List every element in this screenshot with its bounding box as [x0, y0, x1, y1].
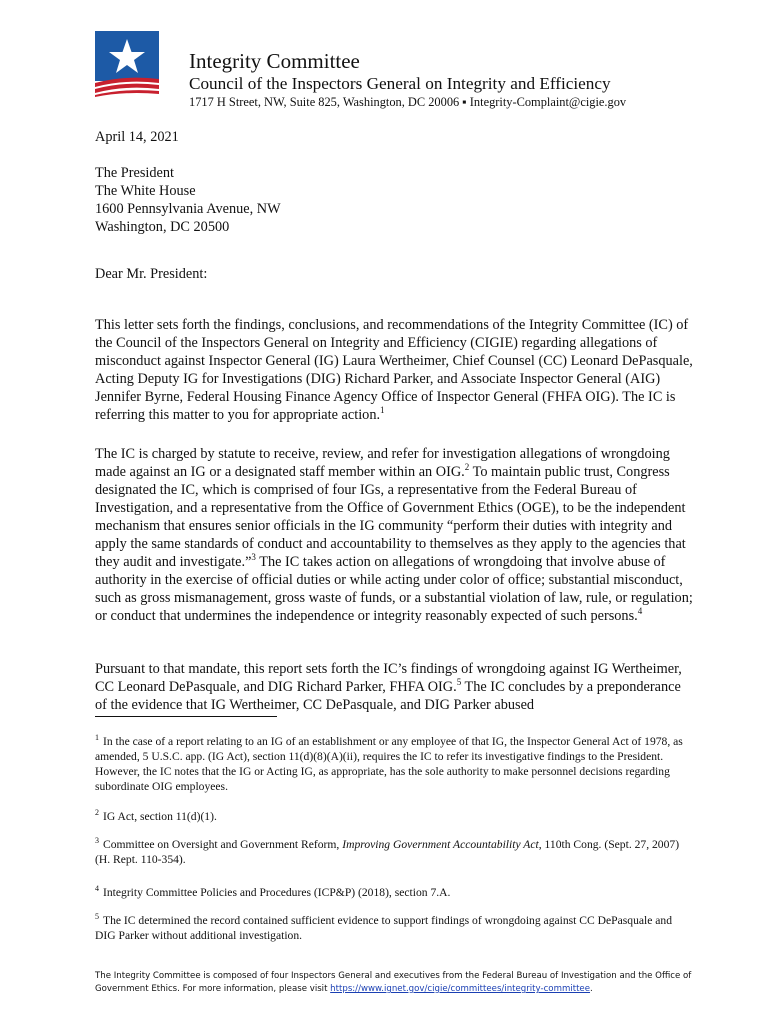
footnote-number: 3: [95, 835, 99, 845]
footnote-act-title: Improving Government Accountability Act: [342, 837, 539, 851]
footnote-5: [95, 913, 695, 943]
footnote-2: [95, 809, 695, 824]
paragraph-text: Pursuant to that mandate, this report sets forth the IC’s findings of wrongdoing against IG Wertheimer, CC Leonard DePasquale, and DIG Richard Parker, FHFA OIG.: [95, 661, 682, 696]
committee-title: Integrity Committee: [189, 49, 360, 73]
footnote-text: The IC determined the record contained sufficient evidence to support findings of wrongdoing against CC DePasquale and DIG Parker without additional investigation.: [95, 913, 673, 942]
salutation: Dear Mr. President:: [95, 266, 208, 282]
paragraph-text: This letter sets forth the findings, conclusions, and recommendations of the Integrity Committee (IC) of the Council of the Inspectors General on Integrity and Efficiency (CIGIE) regarding allegations of misconduct against Inspector General (IG) Laura Wertheimer, Chief Counsel (CC) Leonard DePasquale, Acting Deputy IG for Investigations (DIG) Richard Parker, and Associate Inspector General (AIG) Jennifer Byrne, Federal Housing Finance Agency Office of Inspector General (FHFA OIG). The IC is referring this matter to you for appropriate action.: [95, 317, 693, 424]
footnote-ref: 5: [456, 677, 462, 688]
footnote-3: [95, 837, 695, 867]
recipient-line: The President: [95, 165, 175, 181]
header-address: 1717 H Street, NW, Suite 825, Washington, DC 20006 ▪ Integrity-Complaint@cigie.gov: [189, 95, 627, 109]
footnote-text: IG Act, section 11(d)(1).: [103, 809, 217, 823]
paragraph-findings: [95, 316, 695, 424]
footnote-number: 1: [95, 732, 99, 742]
paragraph-text: The IC takes action on allegations of wrongdoing that involve abuse of authority in the exercise of official duties or while acting under color of office; substantial misconduct, such as gross mismanagement, gross waste of funds, or a substantial violation of law, rule, or regulation; or conduct that undermines the independence or integrity reasonably expected of such persons.: [95, 554, 693, 625]
recipient-line: Washington, DC 20500: [95, 219, 230, 235]
cigie-logo: [95, 31, 159, 97]
paragraph-text: The IC is charged by statute to receive, review, and refer for investigation allegations of wrongdoing made against an IG or a designated staff member within an OIG.: [95, 446, 670, 481]
paragraph-ic-mandate: [95, 445, 695, 625]
footnote-1: [95, 734, 695, 794]
footnote-number: 4: [95, 883, 99, 893]
council-name: Council of the Inspectors General on Integrity and Efficiency: [189, 74, 611, 93]
footnote-ref: 1: [380, 405, 385, 416]
paragraph-conclusion: [95, 660, 695, 714]
integrity-committee-link[interactable]: https://www.ignet.gov/cigie/committees/integrity-committee: [330, 984, 591, 994]
footnote-ref: 4: [637, 606, 643, 617]
footnote-text: In the case of a report relating to an IG of an establishment or any employee of that IG, the Inspector General Act of 1978, as amended, 5 U.S.C. app. (IG Act), section 11(d)(8)(A)(ii), requires the IC to refer its investigative findings to the President. However, the IC notes that the IG or Acting IG, as appropriate, has the sole authority to make personnel decisions regarding subordinate OIG employees.: [95, 734, 683, 793]
recipient-line: The White House: [95, 183, 196, 199]
footnote-number: 2: [95, 807, 99, 817]
paragraph-text: To maintain public trust, Congress designated the IC, which is comprised of four IGs, a representative from the Federal Bureau of Investigation, and a representative from the Office of Government Ethics (OGE), to be the independent mechanism that ensures senior officials in the IG community “perform their duties with integrity and apply the same standards of conduct and accountability to themselves as they apply to the agencies that they audit and investigate.”: [95, 464, 686, 571]
footnote-text: Integrity Committee Policies and Procedures (ICP&P) (2018), section 7.A.: [103, 885, 451, 899]
footnote-divider: [95, 716, 277, 717]
letter-date: April 14, 2021: [95, 129, 179, 145]
footnote-text: Committee on Oversight and Government Reform,: [103, 837, 343, 851]
footnote-text: , 110th Cong. (Sept. 27, 2007) (H. Rept. 110-354).: [95, 837, 680, 866]
recipient-line: 1600 Pennsylvania Avenue, NW: [95, 201, 281, 217]
footnote-4: [95, 885, 695, 900]
footnote-ref: 2: [464, 462, 470, 473]
recipient-address: [95, 164, 695, 236]
footnote-number: 5: [95, 911, 99, 921]
footnote-ref: 3: [251, 552, 256, 563]
footer-end: .: [590, 984, 593, 994]
paragraph-text: The IC concludes by a preponderance of the evidence that IG Wertheimer, CC DePasquale, and DIG Parker abused: [95, 679, 681, 714]
page-footer: [95, 970, 705, 996]
footer-text: The Integrity Committee is composed of four Inspectors General and executives from the Federal Bureau of Investigation and the Office of Government Ethics. For more information, please visit: [95, 971, 692, 994]
